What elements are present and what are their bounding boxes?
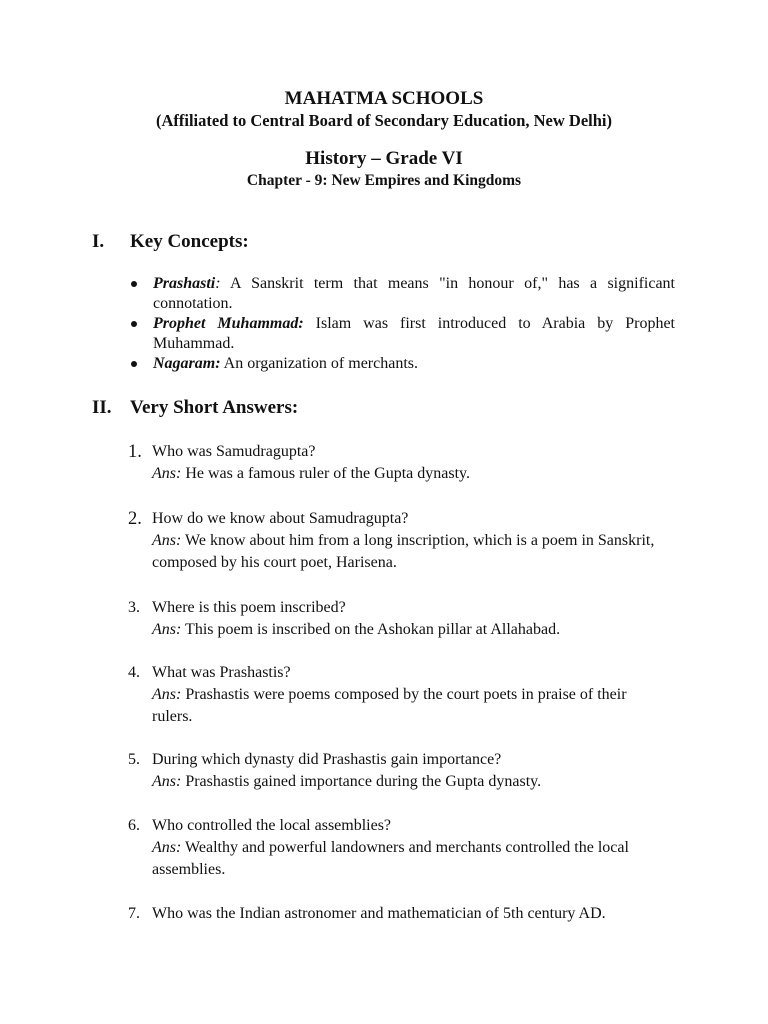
question-text: Where is this poem inscribed? [152, 599, 346, 616]
question-block-4 [128, 662, 688, 728]
bullet-icon [131, 281, 137, 287]
list-item [130, 274, 675, 314]
school-name: MAHATMA SCHOOLS [284, 88, 484, 109]
concept-separator: : [298, 315, 304, 332]
answer-label: Ans: [152, 532, 182, 549]
bullet-icon [131, 321, 137, 327]
question-text: How do we know about Samudragupta? [152, 510, 409, 527]
section-number: II. [92, 397, 112, 418]
answer-text: We know about him from a long inscription, which is a poem in Sanskrit, composed by his court poet, Harisena. [152, 532, 655, 571]
question-block-1 [128, 441, 688, 485]
concept-term: Prashasti [153, 275, 216, 292]
list-item [130, 354, 675, 374]
section-heading-key-concepts [92, 231, 249, 253]
key-concepts-list [130, 274, 675, 374]
question-number: 6. [128, 817, 140, 834]
answer-label: Ans: [152, 621, 182, 638]
concept-separator: : [215, 355, 221, 372]
question-number: 5. [128, 751, 140, 768]
concept-definition: A Sanskrit term that means "in honour of," has a significant connotation. [153, 275, 675, 312]
bullet-icon [131, 361, 137, 367]
question-block-6 [128, 815, 688, 881]
question-number: 4. [128, 664, 140, 681]
answer-text: This poem is inscribed on the Ashokan pillar at Allahabad. [181, 621, 561, 638]
question-number: 7. [128, 905, 140, 922]
concept-definition: An organization of merchants. [220, 355, 418, 372]
concept-separator: : [215, 275, 221, 292]
section-title: Key Concepts: [130, 231, 249, 252]
question-block-2 [128, 508, 688, 574]
question-block-5 [128, 749, 688, 793]
question-number: 3. [128, 599, 140, 616]
answer-text: Prashastis gained importance during the Gupta dynasty. [181, 773, 542, 790]
chapter-title: Chapter - 9: New Empires and Kingdoms [246, 172, 522, 189]
answer-text: Prashastis were poems composed by the court poets in praise of their rulers. [152, 686, 627, 725]
question-block-3 [128, 597, 688, 641]
question-block-7 [128, 903, 688, 925]
section-number: I. [92, 231, 105, 252]
question-text: Who controlled the local assemblies? [152, 817, 392, 834]
question-text: Who was the Indian astronomer and mathematician of 5th century AD. [152, 905, 606, 922]
section-heading-short-answers [92, 397, 298, 419]
answer-label: Ans: [152, 465, 182, 482]
list-item [130, 314, 675, 354]
question-text: Who was Samudragupta? [152, 443, 316, 460]
answer-text: Wealthy and powerful landowners and merchants controlled the local assemblies. [152, 839, 629, 878]
answer-label: Ans: [152, 839, 182, 856]
question-number: 2. [128, 509, 142, 529]
concept-term: Prophet Muhammad [153, 315, 299, 332]
question-number: 1. [128, 442, 142, 462]
question-text: During which dynasty did Prashastis gain importance? [152, 751, 502, 768]
affiliation-line: (Affiliated to Central Board of Secondary Education, New Delhi) [155, 111, 612, 130]
section-title: Very Short Answers: [130, 397, 299, 418]
concept-definition: Islam was first introduced to Arabia by Prophet Muhammad. [153, 315, 675, 352]
answer-label: Ans: [152, 773, 182, 790]
subject-title: History – Grade VI [305, 148, 463, 169]
concept-term: Nagaram [153, 355, 216, 372]
answer-text: He was a famous ruler of the Gupta dynasty. [181, 465, 470, 482]
answer-label: Ans: [152, 686, 182, 703]
question-text: What was Prashastis? [152, 664, 291, 681]
